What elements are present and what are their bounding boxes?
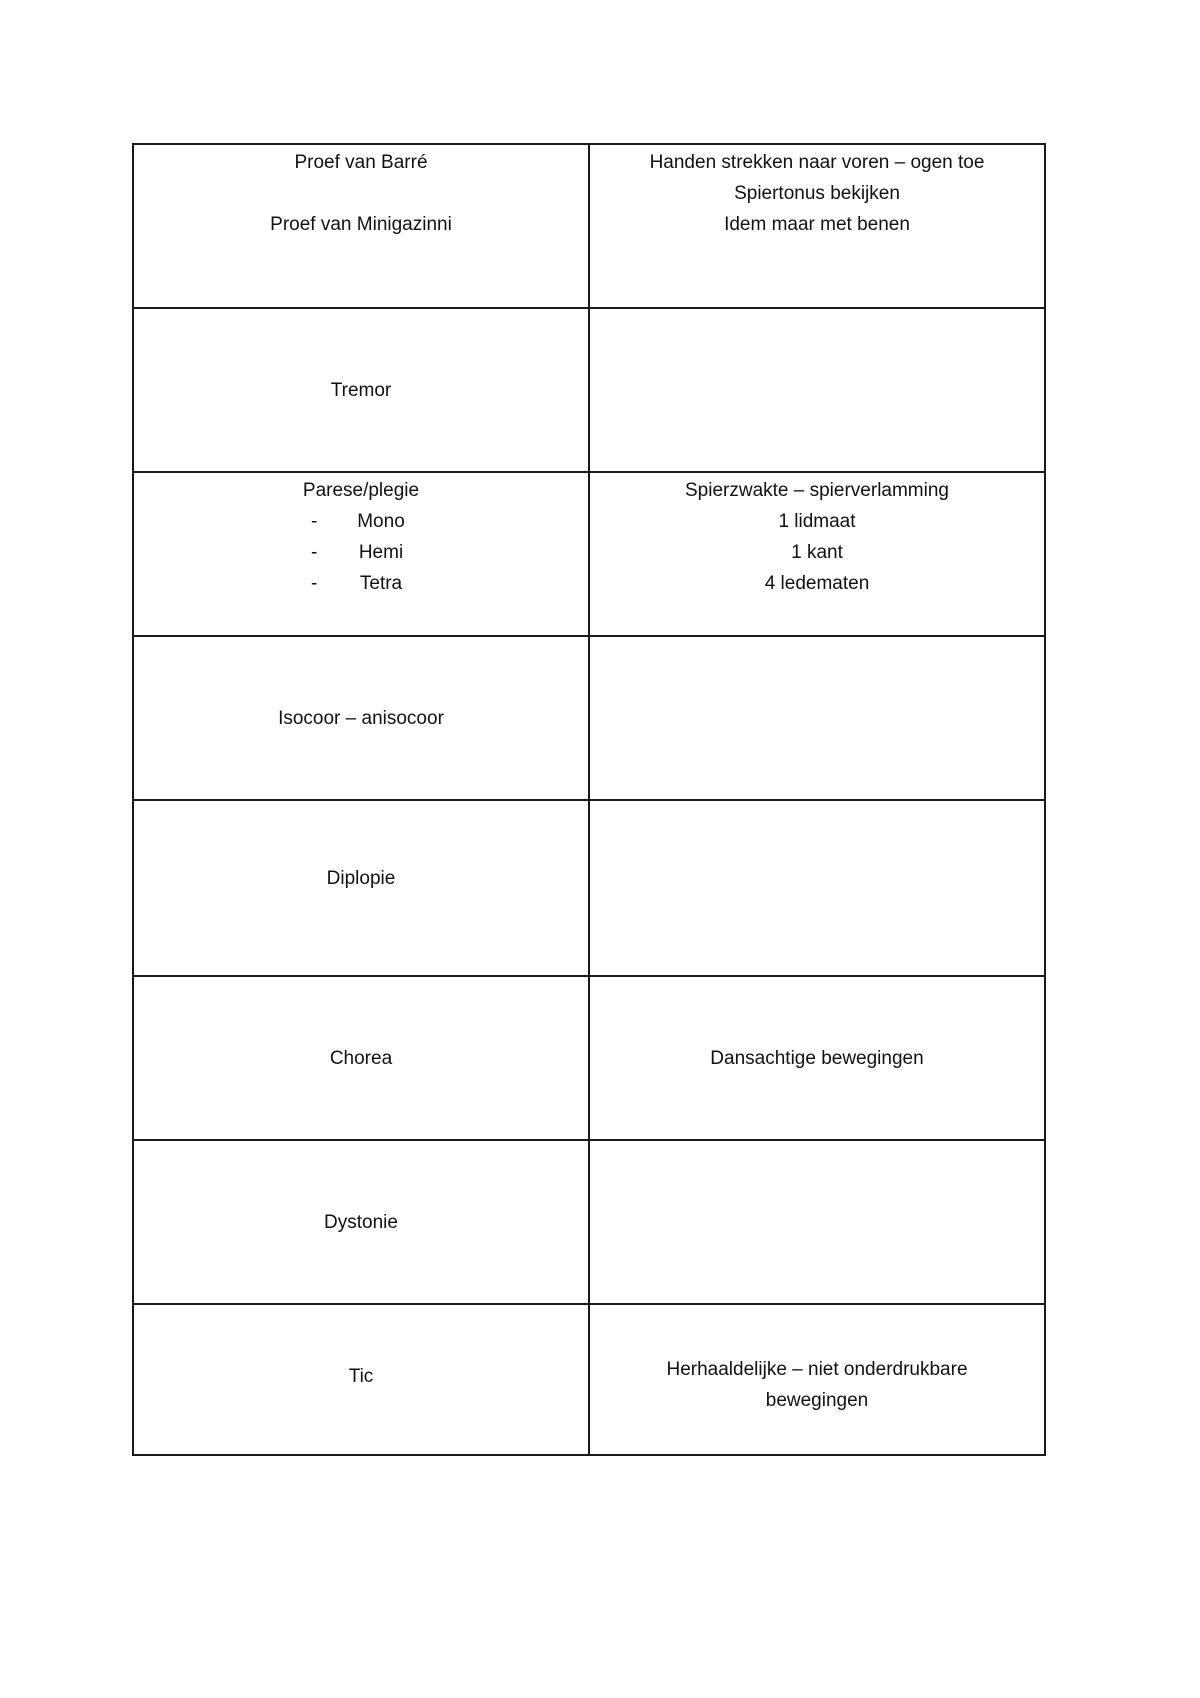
term-text: Parese/plegie xyxy=(302,480,420,501)
table-cell-description xyxy=(589,1304,1045,1455)
description-text: Spierzwakte – spierverlamming xyxy=(685,480,949,501)
list-item-text: Hemi xyxy=(358,542,404,563)
term-text: Isocoor – anisocoor xyxy=(278,707,444,729)
table-cell-description xyxy=(589,308,1045,472)
term-text: Diplopie xyxy=(326,867,396,889)
table-cell-term xyxy=(133,1304,589,1455)
table-cell-description xyxy=(589,800,1045,976)
table-cell-term xyxy=(133,800,589,976)
bullet-marker: - xyxy=(311,542,318,563)
table-cell-term xyxy=(133,472,589,636)
term-text: Chorea xyxy=(329,1047,393,1069)
description-text: 1 lidmaat xyxy=(778,511,856,532)
term-text: Proef van Barré xyxy=(294,152,428,173)
table-cell-description xyxy=(589,1140,1045,1304)
list-item-text: Mono xyxy=(357,511,405,532)
table-cell-term xyxy=(133,636,589,800)
description-text: 1 kant xyxy=(791,542,843,563)
table-row xyxy=(133,1304,1045,1455)
description-text: Dansachtige bewegingen xyxy=(710,1047,924,1069)
term-text: Tremor xyxy=(330,379,392,401)
description-text: bewegingen xyxy=(765,1389,869,1411)
list-item xyxy=(311,568,411,599)
table-row xyxy=(133,976,1045,1140)
table-cell-term xyxy=(133,976,589,1140)
document-table xyxy=(132,143,1046,1456)
table-row xyxy=(133,308,1045,472)
bullet-marker: - xyxy=(311,511,318,532)
table-cell-term xyxy=(133,144,589,308)
table-row xyxy=(133,144,1045,308)
table-row xyxy=(133,472,1045,636)
table-cell-description xyxy=(589,976,1045,1140)
bullet-marker: - xyxy=(311,573,318,594)
description-text: 4 ledematen xyxy=(764,573,870,594)
list-item xyxy=(311,506,411,537)
term-text: Proef van Minigazinni xyxy=(270,214,452,235)
table-cell-description xyxy=(589,472,1045,636)
description-text: Handen strekken naar voren – ogen toe xyxy=(649,152,985,173)
description-text: Idem maar met benen xyxy=(724,214,910,235)
list-item xyxy=(311,537,411,568)
table-row xyxy=(133,1140,1045,1304)
table-cell-description xyxy=(589,144,1045,308)
table-row xyxy=(133,800,1045,976)
table-cell-term xyxy=(133,1140,589,1304)
description-text: Herhaaldelijke – niet onderdrukbare xyxy=(666,1358,968,1380)
term-text: Dystonie xyxy=(324,1211,398,1233)
list-item-text: Tetra xyxy=(359,573,403,594)
term-text: Tic xyxy=(348,1366,374,1387)
table-cell-term xyxy=(133,308,589,472)
description-text: Spiertonus bekijken xyxy=(734,183,900,204)
table-row xyxy=(133,636,1045,800)
table-cell-description xyxy=(589,636,1045,800)
bullet-list xyxy=(311,506,411,599)
